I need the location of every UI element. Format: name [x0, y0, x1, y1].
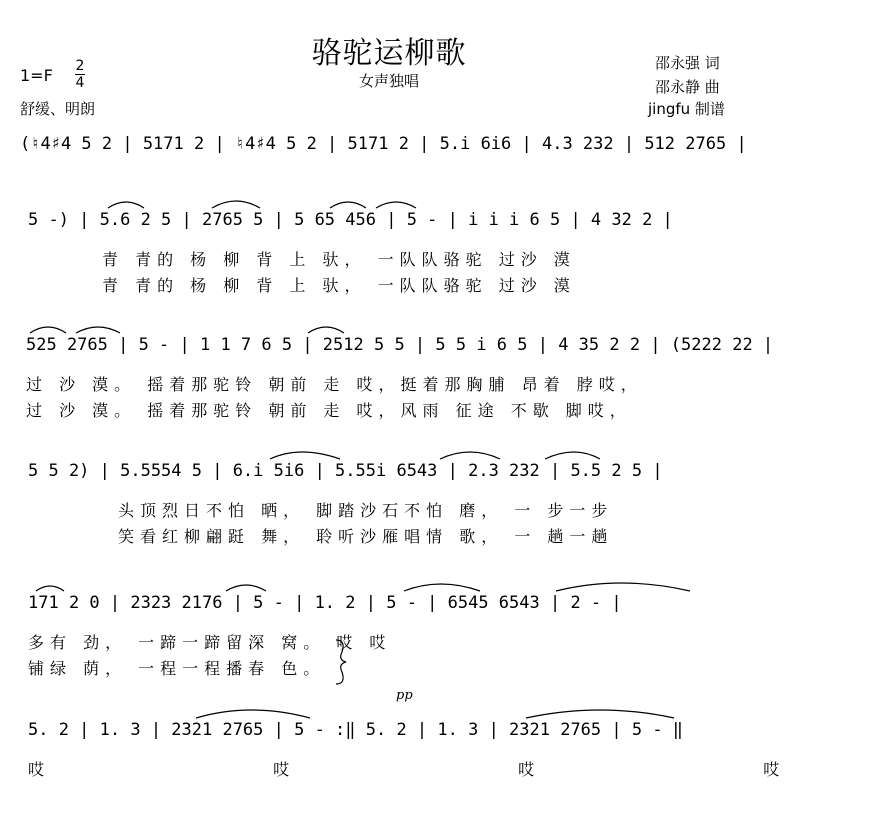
notation-line: 171 2 0 | 2323 2176 | 5 - | 1. 2 | 5 - | 6545 6543 | 2 - | — [28, 593, 622, 613]
slur — [308, 327, 344, 333]
slur — [196, 710, 310, 718]
slur — [226, 585, 266, 591]
slur — [36, 586, 64, 591]
lyric-verse-2: 笑看红柳翩跹 舞， 聆听沙雁唱情 歌， 一 趟一趟 — [118, 527, 614, 546]
notation-line: 5. 2 | 1. 3 | 2321 2765 | 5 - :‖ 5. 2 | 1. 3 | 2321 2765 | 5 - ‖ — [28, 720, 684, 740]
time-signature — [75, 58, 85, 91]
lyric-verse-1: 过 沙 漠。 摇着那驼铃 朝前 走 哎，挺着那胸脯 昂着 脖哎， — [26, 375, 643, 394]
meter-bottom: 4 — [75, 75, 85, 91]
slur — [545, 452, 600, 459]
slur — [330, 202, 366, 208]
lyric-verse-1: 多有 劲， 一蹄一蹄留深 窝。 哎 哎 — [28, 633, 392, 652]
slur — [556, 583, 690, 591]
lyric-verse-1: 头顶烈日不怕 晒， 脚踏沙石不怕 磨， 一 步一步 — [118, 501, 614, 520]
lyric-verse-2: 过 沙 漠。 摇着那驼铃 朝前 走 哎，风雨 征途 不歇 脚哎， — [26, 401, 632, 420]
song-title: 骆驼运柳歌 — [311, 36, 467, 71]
slur — [270, 452, 340, 459]
slur — [30, 327, 66, 333]
lyricist-credit: 邵永强 词 — [655, 54, 720, 72]
dynamic-marking: pp — [396, 688, 413, 703]
slur — [108, 202, 144, 208]
slur — [440, 452, 500, 459]
lyric-verse-1: 青 青的 杨 柳 背 上 驮， 一队队骆驼 过沙 漠 — [102, 250, 576, 269]
notation-line: 5 5 2) | 5.5554 5 | 6.i 5i6 | 5.55i 6543 | 2.3 232 | 5.5 2 5 | — [28, 461, 663, 481]
tempo-marking: 舒缓、明朗 — [20, 100, 96, 118]
notation-line: (♮4♯4 5 2 | 5171 2 | ♮4♯4 5 2 | 5171 2 | 5.i 6i6 | 4.3 232 | 512 2765 | — [20, 134, 747, 154]
slur — [526, 710, 674, 718]
slur — [76, 327, 120, 333]
lyric-verse-2: 铺绿 荫， 一程一程播春 色。 — [28, 659, 326, 678]
key-signature: 1=F — [20, 66, 53, 85]
slur — [212, 201, 260, 208]
arranger-credit: jingfu 制谱 — [648, 100, 725, 118]
song-subtitle: 女声独唱 — [358, 72, 419, 90]
composer-credit: 邵永静 曲 — [655, 78, 720, 96]
slur — [404, 584, 480, 591]
meter-top: 2 — [75, 58, 85, 74]
lyric-verse-2: 青 青的 杨 柳 背 上 驮， 一队队骆驼 过沙 漠 — [102, 276, 576, 295]
notation-line: 5 -) | 5.6 2 5 | 2765 5 | 5 65 456 | 5 - | i i i 6 5 | 4 32 2 | — [28, 210, 673, 230]
lyric-verse-1: 哎 哎 哎 哎 — [28, 760, 891, 779]
notation-line: 525 2765 | 5 - | 1 1 7 6 5 | 2512 5 5 | 5 5 i 6 5 | 4 35 2 2 | (5222 22 | — [26, 335, 774, 355]
slur — [376, 202, 416, 208]
